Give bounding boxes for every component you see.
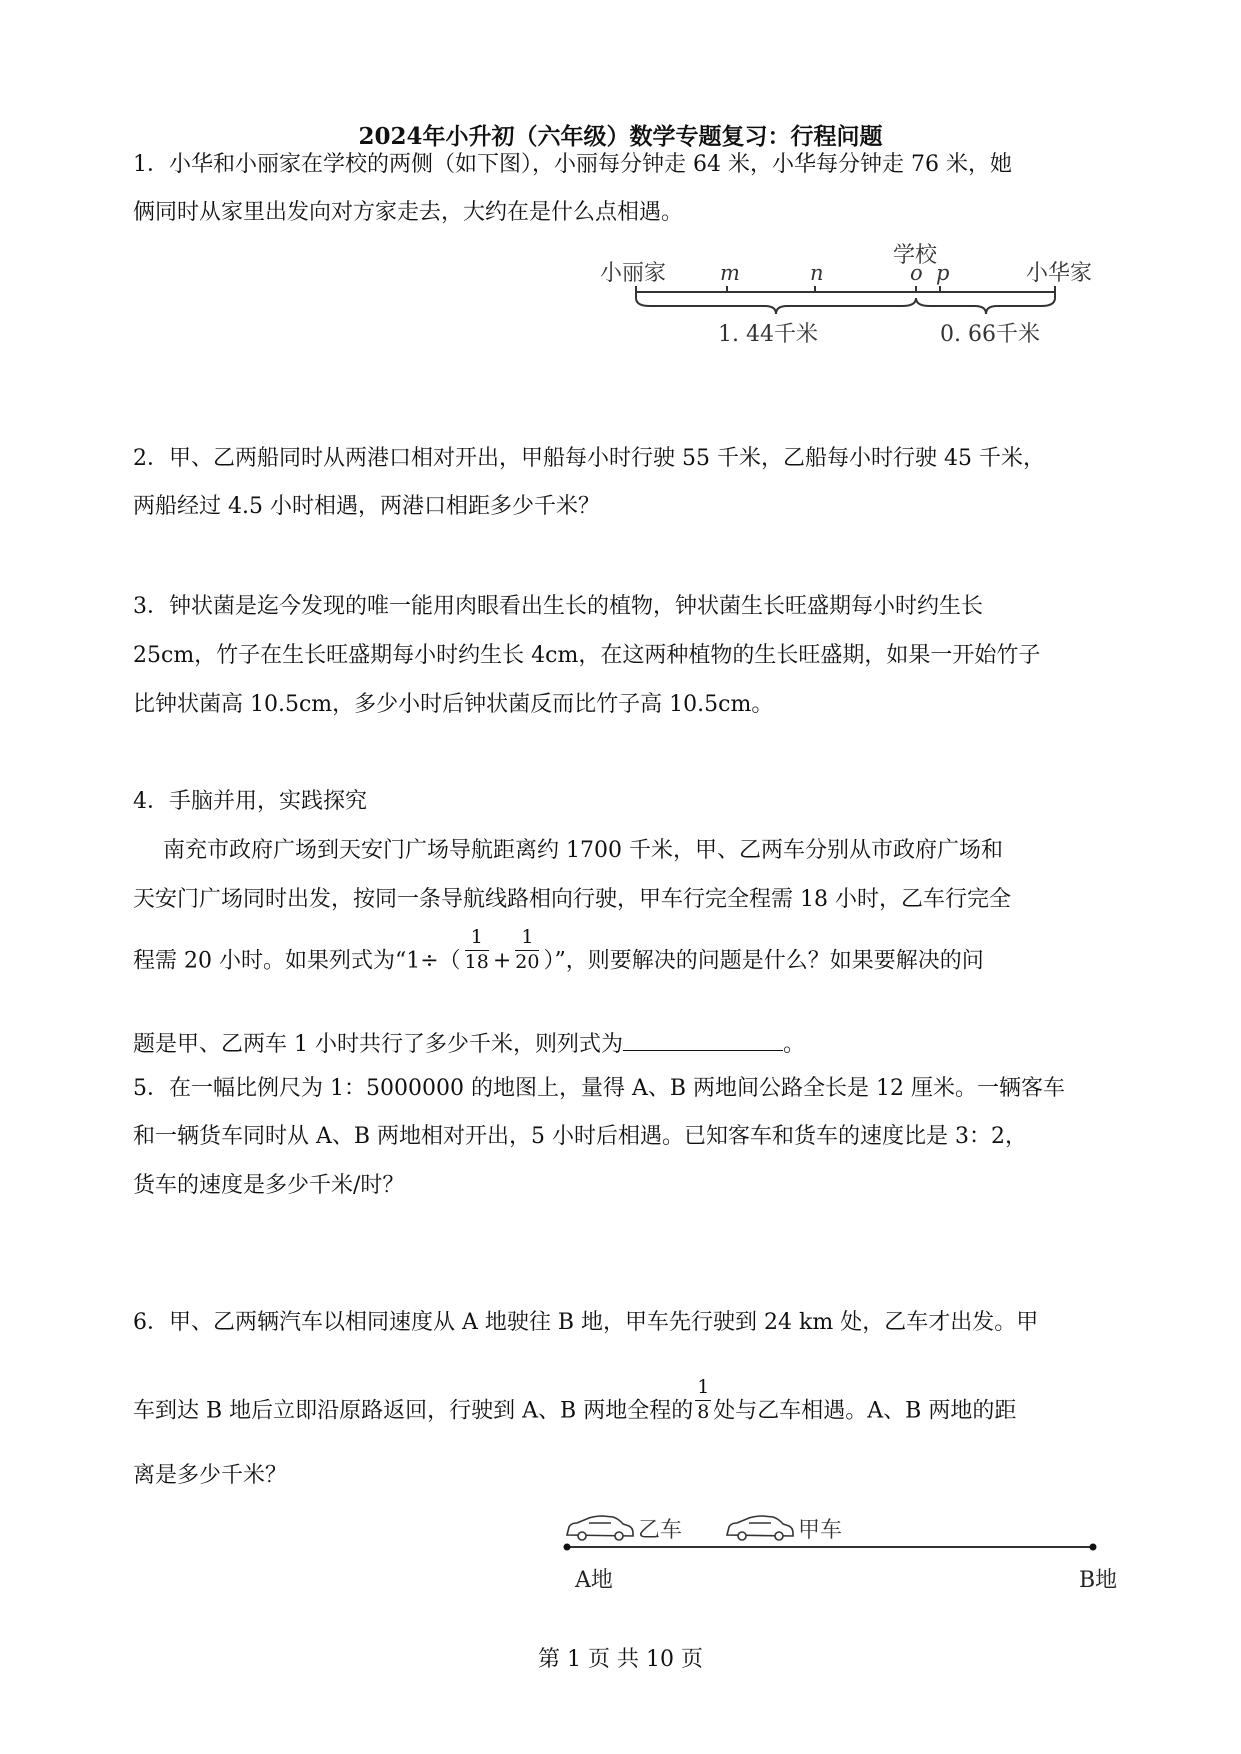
q1-distance-left: 1. 44千米 xyxy=(718,322,818,347)
q6-line-1: 6．甲、乙两辆汽车以相同速度从 A 地驶往 B 地，甲车先行驶到 24 km 处，乙车才出发。甲 xyxy=(133,1310,1039,1335)
q1-label-xiaohua-home: 小华家 xyxy=(1026,261,1093,286)
car-icon-jia xyxy=(727,1516,793,1540)
page-title: 2024年小升初（六年级）数学专题复习：行程问题 xyxy=(358,123,883,150)
q1-label-xiaoli-home: 小丽家 xyxy=(600,261,667,286)
q6-line-3: 离是多少千米？ xyxy=(133,1463,288,1488)
q5-line-1: 5．在一幅比例尺为 1：5000000 的地图上，量得 A、B 两地间公路全长是 12 厘米。一辆客车 xyxy=(133,1076,1065,1101)
q4-line-4 xyxy=(133,1030,805,1056)
q1-distance-right: 0. 66千米 xyxy=(940,322,1040,347)
q6-fraction-1-8 xyxy=(695,1378,711,1423)
q4-line-1: 南充市政府广场到天安门广场导航距离约 1700 千米，甲、乙两车分别从市政府广场和 xyxy=(163,838,1003,863)
q6-label-yi-car: 乙车 xyxy=(638,1518,683,1543)
car-icon-yi xyxy=(567,1516,633,1540)
q4-fraction-1-18 xyxy=(465,928,489,973)
q6-label-a: A地 xyxy=(575,1568,613,1593)
q1-point-o: o xyxy=(910,261,923,285)
q3-line-2: 25cm，竹子在生长旺盛期每小时约生长 4cm，在这两种植物的生长旺盛期，如果一开始竹子 xyxy=(133,643,1041,668)
q4-line-3-start: 程需 20 小时。如果列式为“1÷（ xyxy=(133,948,461,974)
q1-brace-left xyxy=(636,298,916,314)
q4-line-3-end: ）”，则要解决的问题是什么？如果要解决的问 xyxy=(543,948,984,974)
q6-point-a xyxy=(564,1544,571,1551)
q1-point-m: m xyxy=(720,261,740,285)
page-footer: 第 1 页 共 10 页 xyxy=(538,1647,703,1672)
q1-line-1: 1．小华和小丽家在学校的两侧（如下图），小丽每分钟走 64 米，小华每分钟走 76 米，她 xyxy=(133,152,1012,177)
q4-heading: 4．手脑并用，实践探究 xyxy=(133,789,367,814)
q4-answer-blank[interactable] xyxy=(623,1030,783,1051)
q2-line-2: 两船经过 4.5 小时相遇，两港口相距多少千米？ xyxy=(133,494,600,519)
q6-frac-numerator: 1 xyxy=(695,1378,711,1401)
q4-line-3 xyxy=(133,926,984,974)
q4-frac1-denominator: 18 xyxy=(464,950,489,973)
q1-diagram xyxy=(600,240,1120,360)
q3-line-1: 3．钟状菌是迄今发现的唯一能用肉眼看出生长的植物，钟状菌生长旺盛期每小时约生长 xyxy=(133,594,983,619)
q6-line-2-end: 处与乙车相遇。A、B 两地的距 xyxy=(713,1398,1017,1424)
q4-line-4-end: 。 xyxy=(783,1032,806,1057)
q1-label-school: 学校 xyxy=(893,243,938,268)
q6-frac-denominator: 8 xyxy=(697,1400,710,1423)
q6-diagram xyxy=(555,1505,1135,1605)
q6-line-2 xyxy=(133,1376,1017,1424)
q4-frac1-numerator: 1 xyxy=(465,928,489,951)
q1-line-2: 俩同时从家里出发向对方家走去，大约在是什么点相遇。 xyxy=(133,200,684,225)
q6-label-jia-car: 甲车 xyxy=(798,1518,843,1543)
q5-line-3: 货车的速度是多少千米/时？ xyxy=(133,1173,405,1198)
q1-point-p: p xyxy=(936,261,950,285)
q5-line-2: 和一辆货车同时从 A、B 两地相对开出，5 小时后相遇。已知客车和货车的速度比是 3：2， xyxy=(133,1124,1028,1149)
q4-line-4-text: 题是甲、乙两车 1 小时共行了多少千米，则列式为 xyxy=(133,1032,623,1057)
q1-point-n: n xyxy=(810,261,824,285)
q4-line-2: 天安门广场同时出发，按同一条导航线路相向行驶，甲车行完全程需 18 小时，乙车行完全 xyxy=(133,887,1011,912)
q4-plus-sign: + xyxy=(492,948,512,974)
q6-label-b: B地 xyxy=(1079,1568,1118,1593)
q2-line-1: 2．甲、乙两船同时从两港口相对开出，甲船每小时行驶 55 千米，乙船每小时行驶 45 千米， xyxy=(133,446,1045,471)
q3-line-3: 比钟状菌高 10.5cm，多少小时后钟状菌反而比竹子高 10.5cm。 xyxy=(133,692,774,717)
q1-brace-right xyxy=(916,298,1055,314)
q4-fraction-1-20 xyxy=(515,928,539,973)
q4-frac2-denominator: 20 xyxy=(515,950,540,973)
q4-frac2-numerator: 1 xyxy=(515,928,539,951)
q6-point-b xyxy=(1090,1544,1097,1551)
q6-line-2-start: 车到达 B 地后立即沿原路返回，行驶到 A、B 两地全程的 xyxy=(133,1398,694,1424)
